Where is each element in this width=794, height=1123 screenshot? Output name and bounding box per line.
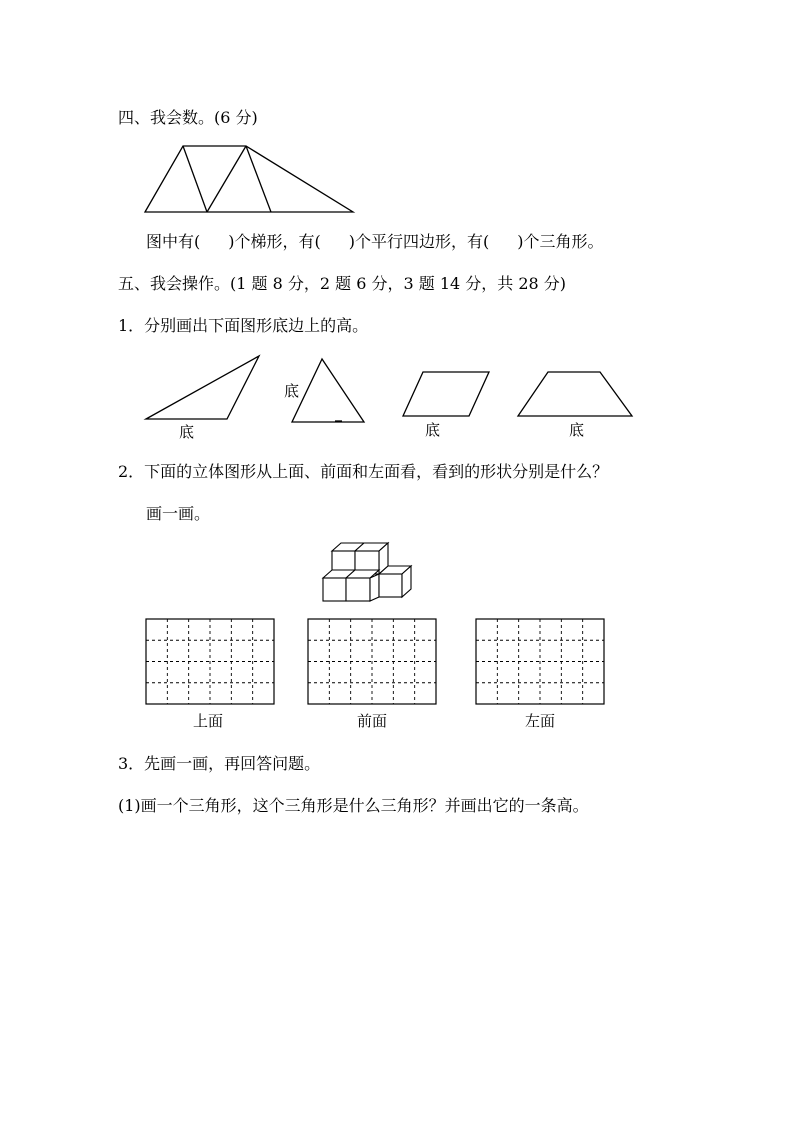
q2-subtext: 画一画。 [146, 504, 211, 523]
q3-sub1: (1)画一个三角形，这个三角形是什么三角形？并画出它的一条高。 [118, 796, 589, 815]
section4-heading: 四、我会数。(6 分) [118, 108, 258, 127]
side-label-acute-triangle: 底 [284, 382, 300, 400]
section5-heading: 五、我会操作。(1 题 8 分，2 题 6 分，3 题 14 分，共 28 分) [118, 274, 567, 293]
front-view-grid[interactable] [308, 619, 436, 704]
q2-text: 2．下面的立体图形从上面、前面和左面看，看到的形状分别是什么？ [118, 462, 609, 481]
grid-label-left-view: 左面 [525, 712, 556, 730]
grid-label-top-view: 上面 [193, 712, 224, 730]
q1-text: 1．分别画出下面图形底边上的高。 [118, 316, 369, 335]
base-label-parallelogram: 底 [425, 421, 441, 439]
base-label-trapezoid: 底 [569, 421, 585, 439]
q3-text: 3．先画一画，再回答问题。 [118, 754, 321, 773]
section4-question: 图中有( )个梯形，有( )个平行四边形，有( )个三角形。 [146, 232, 604, 251]
base-label-obtuse-triangle: 底 [179, 423, 195, 441]
top-view-grid[interactable] [146, 619, 274, 704]
left-view-grid[interactable] [476, 619, 604, 704]
grid-label-front-view: 前面 [357, 712, 388, 730]
